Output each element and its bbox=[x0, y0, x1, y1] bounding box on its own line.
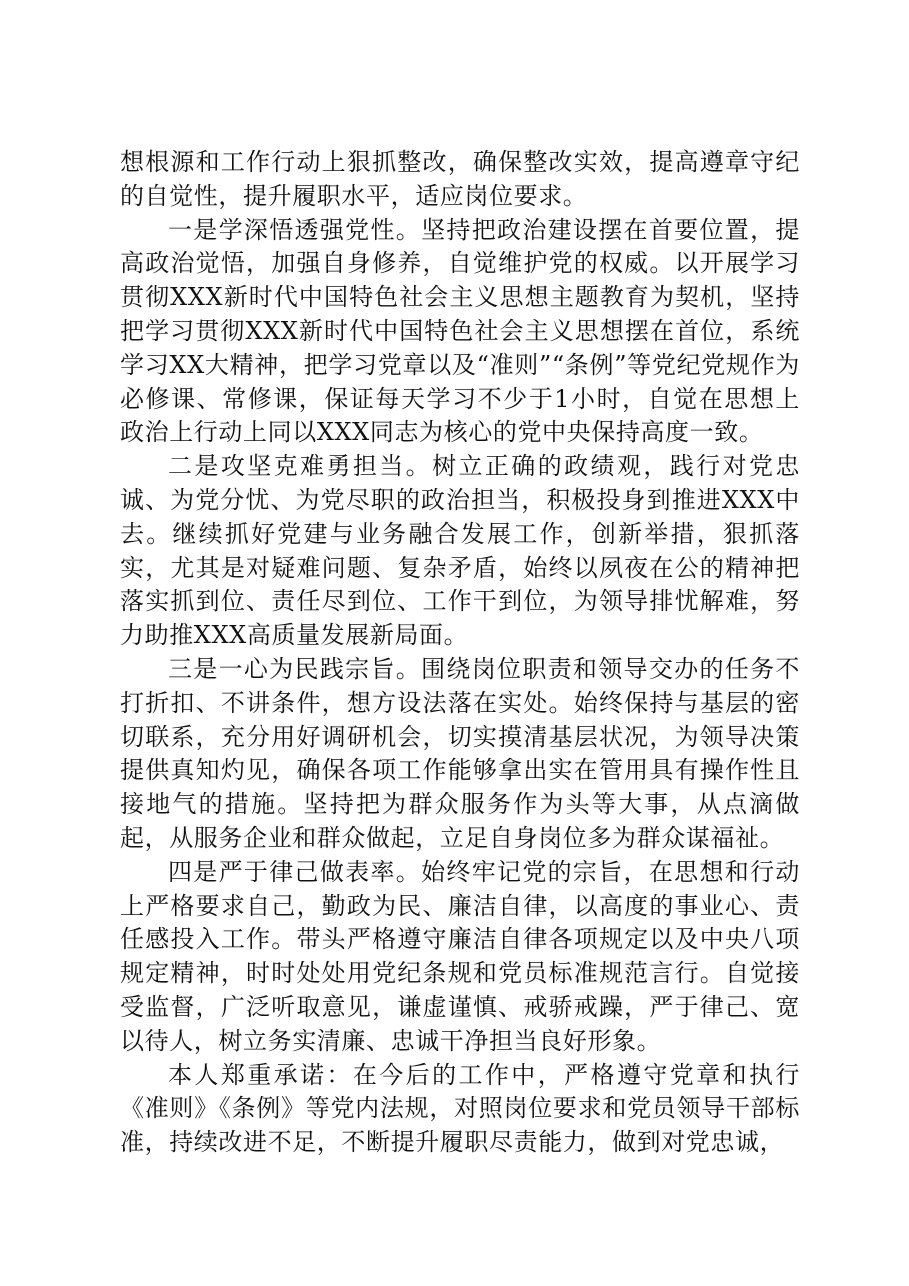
document-body bbox=[120, 146, 800, 1160]
paragraph-serve-the-people: 三是一心为民践宗旨。围绕岗位职责和领导交办的任务不打折扣、不讲条件，想方设法落在实处。始终保持与基层的密切联系，充分用好调研机会，切实摸清基层状况，为领导决策提供真知灼见，确保各项工作能够拿出实在管用具有操作性且接地气的措施。坚持把为群众服务作为头等大事，从点滴做起，从服务企业和群众做起，立足自身岗位多为群众谋福祉。 bbox=[120, 654, 800, 852]
paragraph-take-responsibility: 二是攻坚克难勇担当。树立正确的政绩观，践行对党忠诚、为党分忧、为党尽职的政治担当，积极投身到推进XXX中去。继续抓好党建与业务融合发展工作，创新举措，狠抓落实，尤其是对疑难问题、复杂矛盾，始终以夙夜在公的精神把落实抓到位、责任尽到位、工作干到位，为领导排忧解难，努力助推XXX高质量发展新局面。 bbox=[120, 452, 800, 650]
paragraph-continuation: 想根源和工作行动上狠抓整改，确保整改实效，提高遵章守纪的自觉性，提升履职水平，适应岗位要求。 bbox=[120, 148, 800, 210]
paragraph-self-discipline: 四是严于律己做表率。始终牢记党的宗旨，在思想和行动上严格要求自己，勤政为民、廉洁自律，以高度的事业心、责任感投入工作。带头严格遵守廉洁自律各项规定以及中央八项规定精神，时时处处用党纪条规和党员标准规范言行。自觉接受监督，广泛听取意见，谦虚谨慎、戒骄戒躁，严于律己、宽以待人，树立务实清廉、忠诚干净担当良好形象。 bbox=[120, 857, 800, 1055]
paragraph-study-party-spirit: 一是学深悟透强党性。坚持把政治建设摆在首要位置，提高政治觉悟，加强自身修养，自觉维护党的权威。以开展学习贯彻XXX新时代中国特色社会主义思想主题教育为契机，坚持把学习贯彻XXX新时代中国特色社会主义思想摆在首位，系统学习XX大精神，把学习党章以及“准则”“条例”等党纪党规作为必修课、常修课，保证每天学习不少于1小时，自觉在思想上政治上行动上同以XXX同志为核心的党中央保持高度一致。 bbox=[120, 215, 800, 447]
paragraph-commitment: 本人郑重承诺：在今后的工作中，严格遵守党章和执行《准则》《条例》等党内法规，对照岗位要求和党员领导干部标准，持续改进不足，不断提升履职尽责能力，做到对党忠诚， bbox=[120, 1060, 800, 1157]
